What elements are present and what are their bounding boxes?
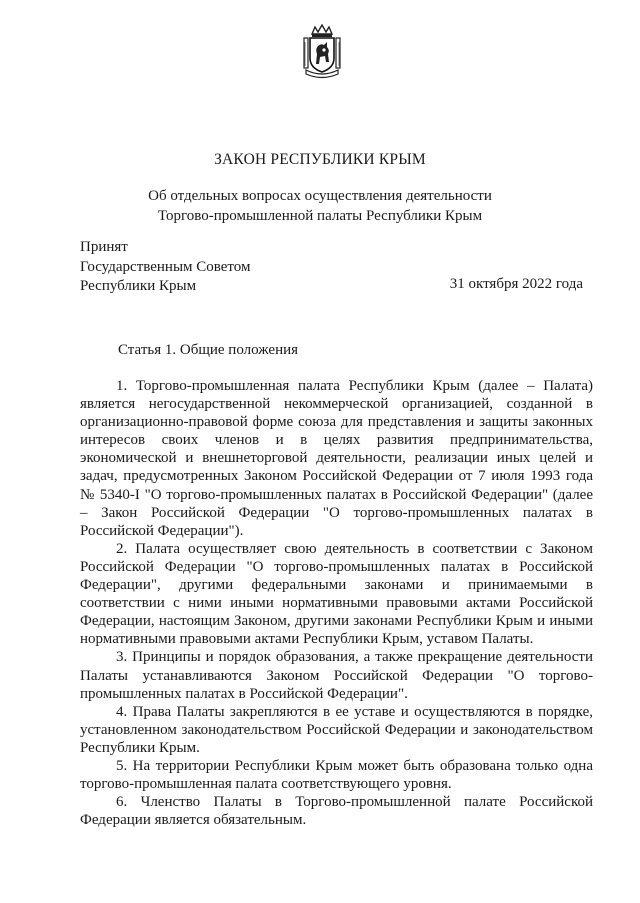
law-title: ЗАКОН РЕСПУБЛИКИ КРЫМ (214, 151, 426, 168)
subtitle-line: Об отдельных вопросах осуществления деятельности (148, 188, 492, 204)
law-subtitle (0, 186, 640, 226)
adoption-line: Принят (80, 239, 128, 255)
subtitle-line: Торгово-промышленной палаты Республики Крым (157, 208, 483, 224)
article-paragraph: 6. Членство Палаты в Торгово-промышленной палате Российской Федерации является обязательным. (80, 794, 593, 829)
article-paragraph: 1. Торгово-промышленная палата Республики Крым (далее – Палата) является негосударственной некоммерческой организацией, созданной в организационно-правовой форме союза для представления и защиты законных интересов своих членов и в целях развития предпринимательства, экономической и внешнеторговой деятельности, реализации иных целей и задач, предусмотренных Законом Российской Федерации от 7 июля 1993 года № 5340-I "О торгово-промышленных палатах в Российской Федерации" (далее – Закон Российской Федерации "О торгово-промышленных палатах в Российской Федерации"). (80, 378, 593, 539)
article-body (80, 377, 593, 829)
article-paragraph: 3. Принципы и порядок образования, а также прекращение деятельности Палаты устанавливаются Законом Российской Федерации "О торгово-промышленных палатах в Российской Федерации". (80, 649, 593, 702)
adoption-block (80, 238, 251, 297)
adoption-line: Республики Крым (80, 278, 197, 294)
article-paragraph: 5. На территории Республики Крым может быть образована только одна торгово-промышленная палата соответствующего уровня. (80, 757, 593, 793)
article-paragraph: 2. Палата осуществляет свою деятельность в соответствии с Законом Российской Федерации "О торгово-промышленных палатах в Российской Федерации", другими федеральными законами и принимаемыми в соответствии с ними иными нормативными правовыми актами Российской Федерации, настоящим Законом, другими законами Республики Крым и иными нормативными правовыми актами Республики Крым, уставом Палаты. (80, 540, 593, 648)
article-paragraph: 4. Права Палаты закрепляются в ее уставе и осуществляются в порядке, установленном законодательством Российской Федерации и законодательством Республики Крым. (80, 703, 593, 756)
adoption-line: Государственным Советом (80, 258, 251, 275)
article-title: Статья 1. Общие положения (118, 342, 299, 358)
adoption-date: 31 октября 2022 года (449, 276, 583, 292)
crimea-coat-of-arms-icon (302, 24, 342, 80)
